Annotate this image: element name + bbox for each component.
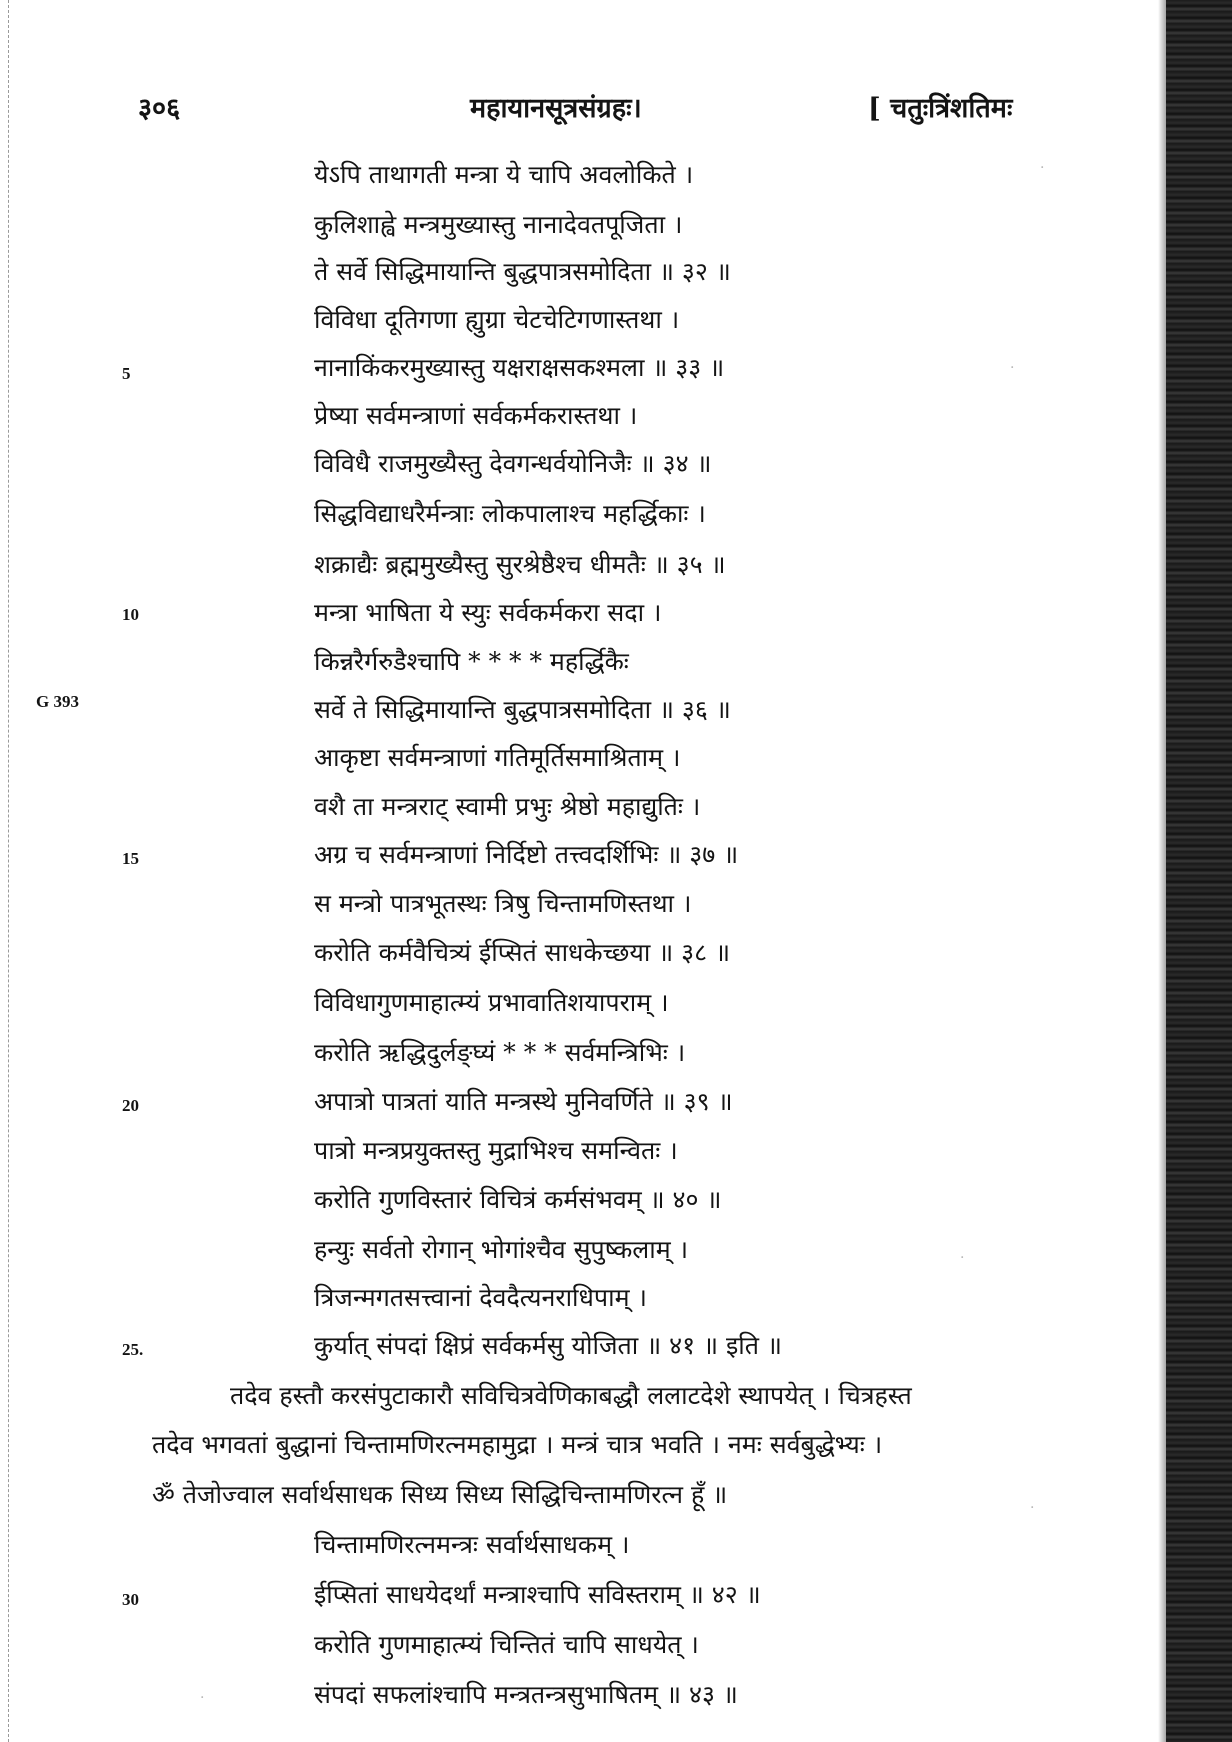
verse-line: विविधागुणमाहात्म्यं प्रभावातिशयापराम् । [314, 988, 669, 1017]
book-spine [1166, 0, 1232, 1742]
edition-page-reference: G 393 [36, 692, 79, 711]
verse-line: मन्त्रा भाषिता ये स्युः सर्वकर्मकरा सदा । [314, 598, 662, 627]
verse-line: कुर्यात् संपदां क्षिप्रं सर्वकर्मसु योजिता ॥ ४१ ॥ इति ॥ [314, 1331, 782, 1360]
running-title: महायानसूत्रसंग्रहः। [470, 93, 642, 124]
verse-line: करोति गुणमाहात्म्यं चिन्तितं चापि साधयेत् । [314, 1630, 699, 1659]
scan-speck: · [1030, 1500, 1035, 1516]
verse-line: ते सर्वे सिद्धिमायान्ति बुद्धपात्रसमोदिता ॥ ३२ ॥ [314, 257, 731, 286]
page-number: ३०६ [138, 93, 181, 124]
scan-speck: · [960, 1250, 965, 1266]
verse-line: करोति ऋद्धिदुर्लङ्घ्यं * * * सर्वमन्त्रिभिः । [314, 1038, 686, 1067]
verse-line: अग्र च सर्वमन्त्राणां निर्दिष्टो तत्त्वदर्शिभिः ॥ ३७ ॥ [314, 840, 739, 869]
verse-line: सर्वे ते सिद्धिमायान्ति बुद्धपात्रसमोदिता ॥ ३६ ॥ [314, 695, 731, 724]
verse-line: संपदां सफलांश्चापि मन्त्रतन्त्रसुभाषितम् ॥ ४३ ॥ [314, 1680, 738, 1709]
prose-line: तदेव हस्तौ करसंपुटाकारौ सविचित्रवेणिकाबद्धौ ललाटदेशे स्थापयेत् । चित्रहस्त [230, 1381, 912, 1410]
left-margin-rule [8, 0, 10, 1742]
verse-line: करोति गुणविस्तारं विचित्रं कर्मसंभवम् ॥ ४० ॥ [314, 1185, 722, 1214]
scan-speck: · [200, 1690, 205, 1706]
verse-line: पात्रो मन्त्रप्रयुक्तस्तु मुद्राभिश्च समन्वितः । [314, 1136, 678, 1165]
margin-line-number: 25. [122, 1340, 144, 1359]
margin-line-number: 10 [122, 605, 139, 624]
verse-line: चिन्तामणिरत्नमन्त्रः सर्वार्थसाधकम् । [314, 1530, 630, 1559]
margin-line-number: 15 [122, 849, 139, 868]
mantra-line: ॐ तेजोज्वाल सर्वार्थसाधक सिध्य सिध्य सिद्धिचिन्तामणिरत्न हूँ ॥ [152, 1480, 728, 1509]
verse-line: किन्नरैर्गरुडैश्चापि * * * * महर्द्धिकैः [314, 647, 629, 676]
verse-line: हन्युः सर्वतो रोगान् भोगांश्चैव सुपुष्कलाम् । [314, 1235, 689, 1264]
margin-line-number: 20 [122, 1096, 139, 1115]
verse-line: कुलिशाह्वे मन्त्रमुख्यास्तु नानादेवतपूजिता । [314, 210, 683, 239]
spine-shadow [1158, 0, 1166, 1742]
verse-line: विविधा दूतिगणा ह्युग्रा चेटचेटिगणास्तथा । [314, 305, 680, 334]
margin-line-number: 5 [122, 364, 131, 383]
scan-speck: · [1010, 360, 1015, 376]
verse-line: विविधै राजमुख्यैस्तु देवगन्धर्वयोनिजैः ॥ ३४ ॥ [314, 449, 712, 478]
verse-line: अपात्रो पात्रतां याति मन्त्रस्थे मुनिवर्णिते ॥ ३९ ॥ [314, 1087, 733, 1116]
verse-line: सिद्धविद्याधरैर्मन्त्राः लोकपालाश्च महर्द्धिकाः । [314, 499, 706, 528]
verse-line: करोति कर्मवैचित्र्यं ईप्सितं साधकेच्छया ॥ ३८ ॥ [314, 938, 731, 967]
verse-line: नानाकिंकरमुख्यास्तु यक्षराक्षसकश्मला ॥ ३३ ॥ [314, 353, 725, 382]
verse-line: स मन्त्रो पात्रभूतस्थः त्रिषु चिन्तामणिस्तथा । [314, 889, 692, 918]
scan-speck: · [1040, 160, 1045, 176]
verse-line: ईप्सितां साधयेदर्थां मन्त्राश्चापि सविस्तराम् ॥ ४२ ॥ [314, 1580, 761, 1609]
margin-line-number: 30 [122, 1590, 139, 1609]
verse-line: प्रेष्या सर्वमन्त्राणां सर्वकर्मकरास्तथा । [314, 401, 638, 430]
verse-line: येऽपि ताथागती मन्त्रा ये चापि अवलोकिते । [314, 160, 694, 189]
prose-line: तदेव भगवतां बुद्धानां चिन्तामणिरत्नमहामुद्रा । मन्त्रं चात्र भवति । नमः सर्वबुद्धेभ्यः । [152, 1430, 883, 1459]
verse-line: त्रिजन्मगतसत्त्वानां देवदैत्यनराधिपाम् । [314, 1283, 647, 1312]
chapter-heading: [ चतुःत्रिंशतिमः [868, 93, 1013, 124]
verse-line: आकृष्टा सर्वमन्त्राणां गतिमूर्तिसमाश्रिताम् । [314, 743, 681, 772]
verse-line: शक्राद्यैः ब्रह्ममुख्यैस्तु सुरश्रेष्ठैश्च धीमतैः ॥ ३५ ॥ [314, 550, 726, 579]
verse-line: वशै ता मन्त्रराट् स्वामी प्रभुः श्रेष्ठो महाद्युतिः । [314, 792, 701, 821]
